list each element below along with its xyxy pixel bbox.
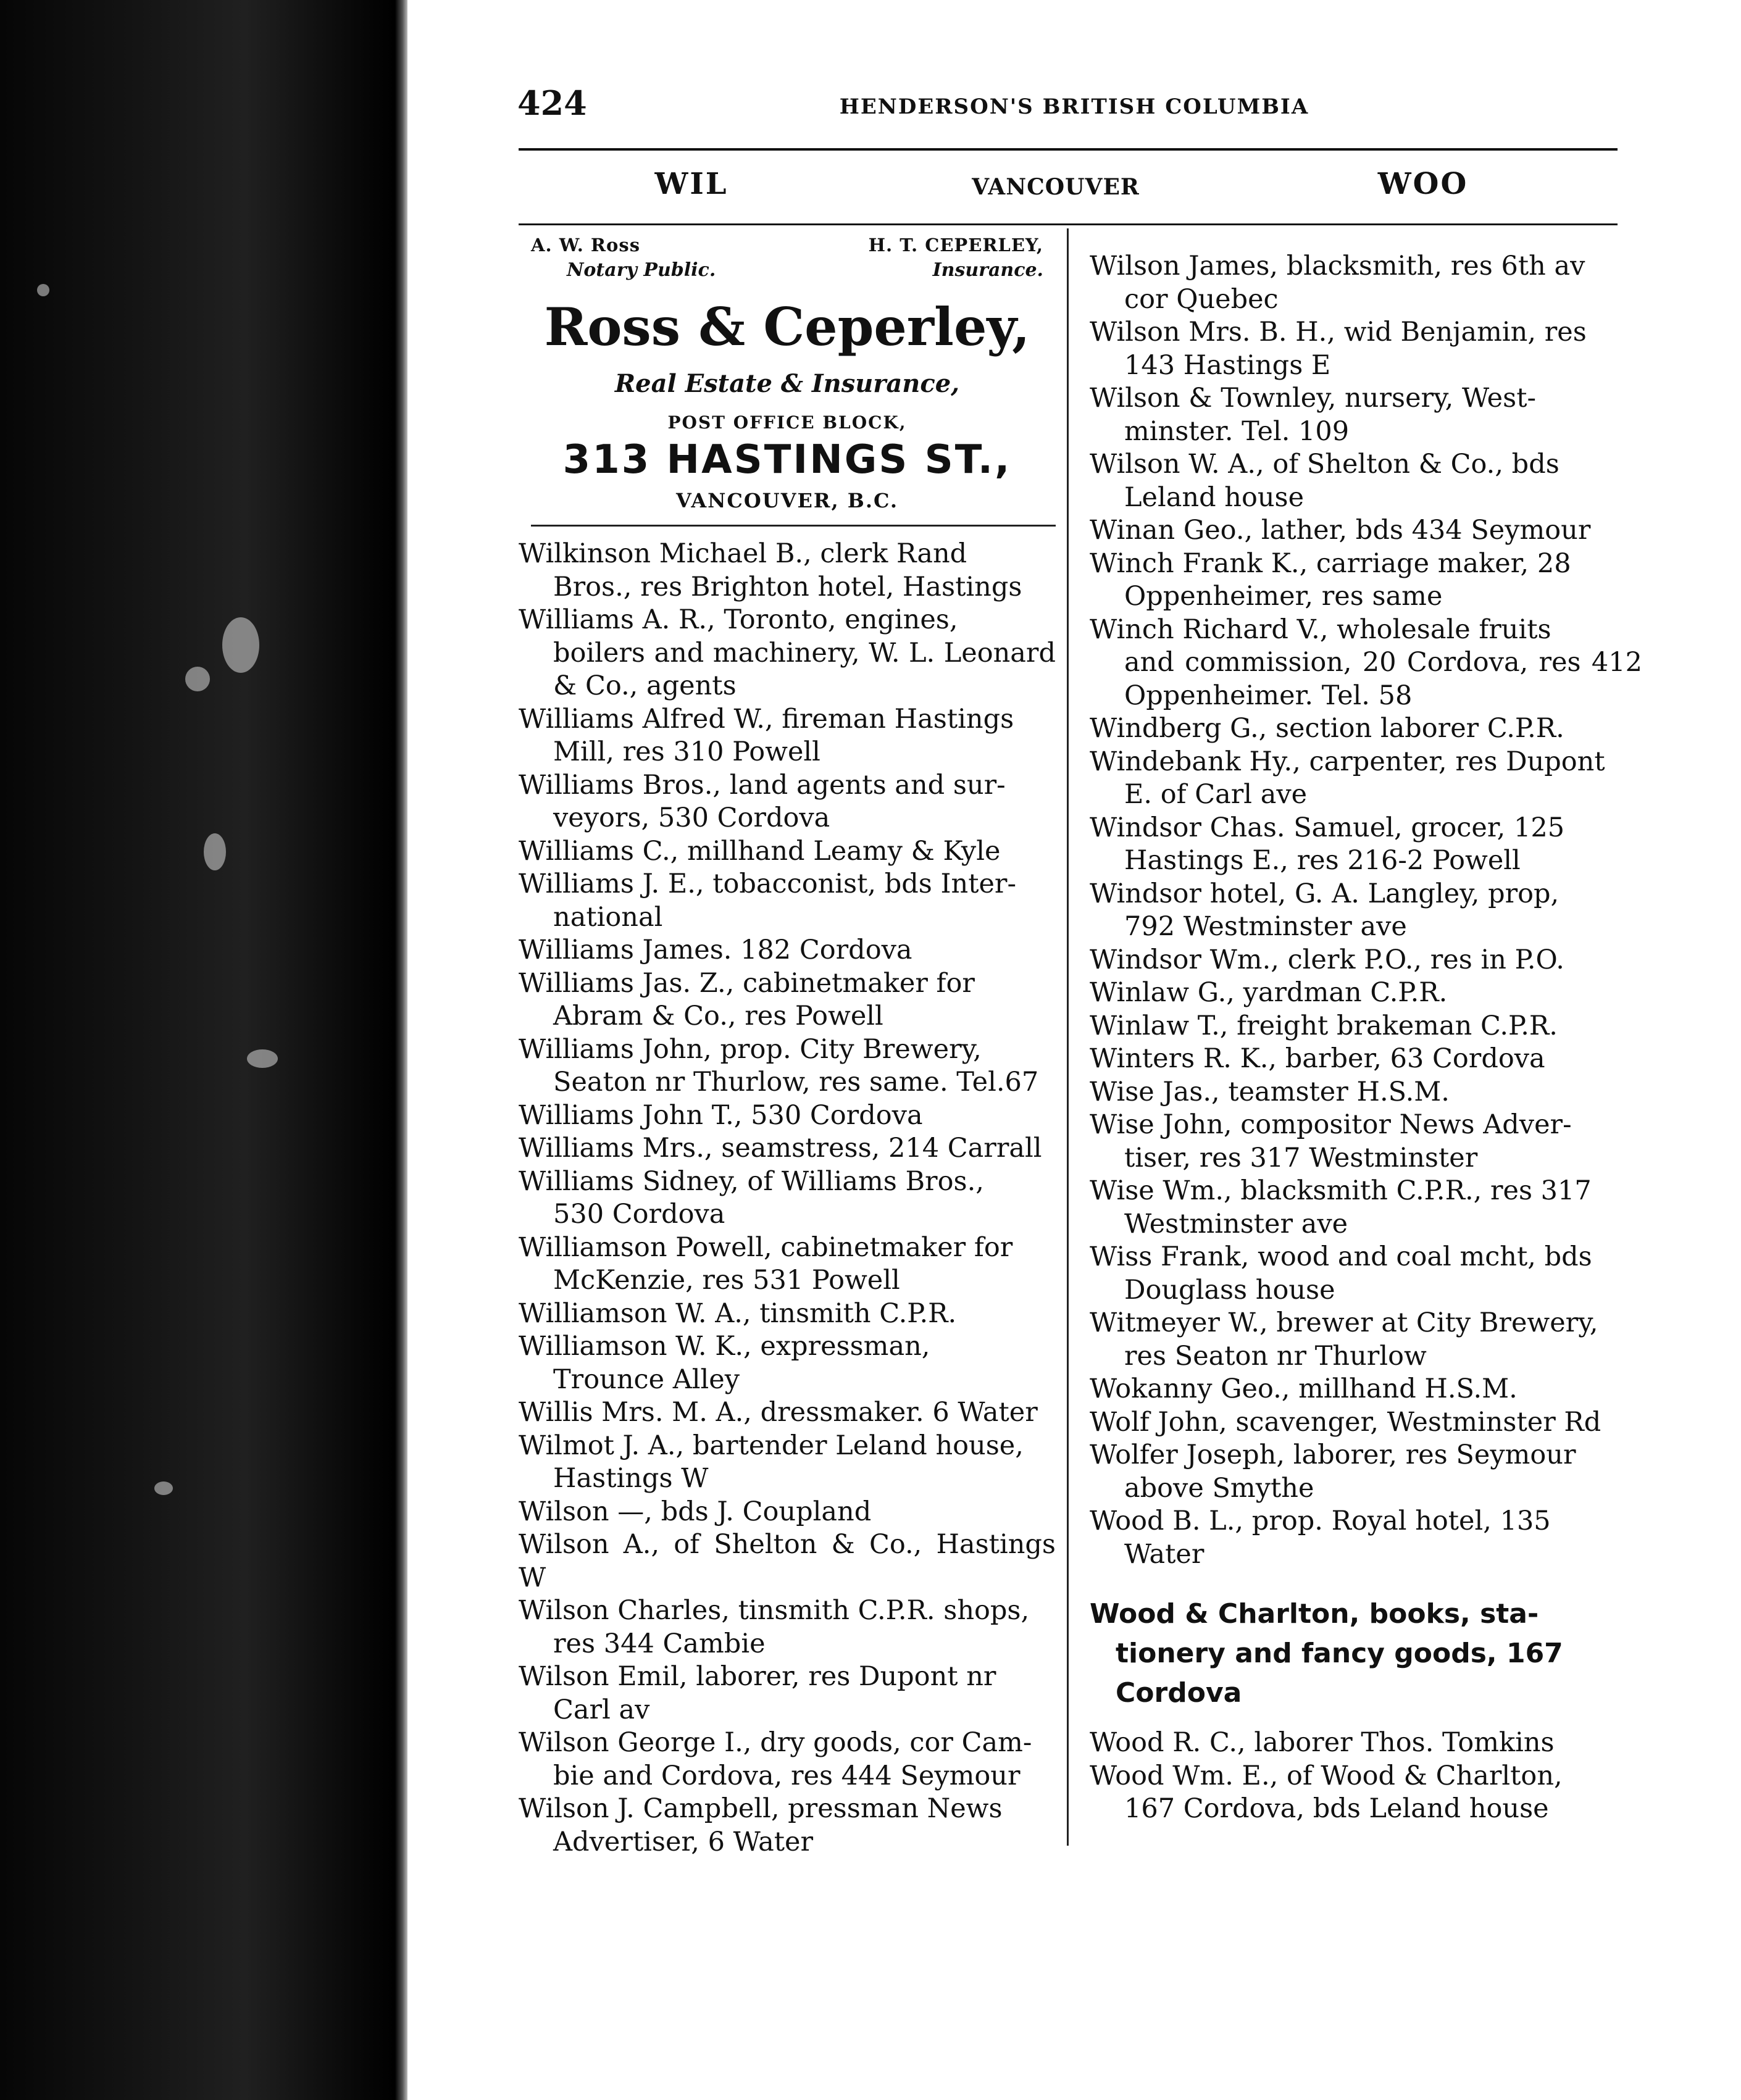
directory-page [407, 0, 1741, 2100]
column-divider [1067, 228, 1069, 1846]
binding-speck [37, 284, 49, 296]
directory-entry: Windebank Hy., carpenter, res Dupont E. of Carl ave [1090, 746, 1605, 810]
ad-title-left: Notary Public. [567, 259, 716, 281]
directory-entry: Winlaw G., yardman C.P.R. [1090, 977, 1448, 1008]
directory-entry: Winan Geo., lather, bds 434 Seymour [1090, 515, 1591, 546]
directory-entry: Wood B. L., prop. Royal hotel, 135 Water [1090, 1506, 1551, 1570]
ad-firm-name: Ross & Ceperley, [544, 296, 1030, 357]
directory-entry: Winch Frank K., carriage maker, 28 Oppenheimer, res same [1090, 548, 1571, 612]
binding-speck [222, 617, 259, 673]
directory-entry: Wise John, compositor News Adver- tiser, res 317 Westminster [1090, 1109, 1572, 1173]
directory-entry: Wilson & Townley, nursery, West- minster. Tel. 109 [1090, 383, 1537, 447]
ad-name-right: H. T. CEPERLEY, [868, 235, 1043, 256]
page-number: 424 [517, 83, 587, 123]
directory-entry: Wood R. C., laborer Thos. Tomkins [1090, 1727, 1555, 1758]
directory-entry: Williams James. 182 Cordova [519, 935, 912, 965]
directory-entry: Windsor Chas. Samuel, grocer, 125 Hastings E., res 216-2 Powell [1090, 812, 1565, 876]
section-heads [519, 167, 1599, 210]
directory-entry: Williams John T., 530 Cordova [519, 1099, 923, 1131]
left-entries [519, 538, 1056, 1859]
directory-entry: Wilson James, blacksmith, res 6th av cor Quebec [1090, 251, 1585, 315]
directory-entry: Wiss Frank, wood and coal mcht, bds Douglass house [1090, 1241, 1592, 1306]
ad-rule [531, 525, 1056, 527]
directory-entry: Wilmot J. A., bartender Leland house, Hastings W [519, 1430, 1024, 1494]
directory-entry: Williams Alfred W., fireman Hastings Mill, res 310 Powell [519, 703, 1014, 767]
running-head [407, 83, 1741, 133]
heads-rule [519, 223, 1618, 225]
directory-entry: Wilson George I., dry goods, cor Cam- bie and Cordova, res 444 Seymour [519, 1727, 1032, 1791]
directory-entry: Williams John, prop. City Brewery, Seaton nr Thurlow, res same. Tel.67 [519, 1033, 1039, 1098]
wood-charlton-bold-entry: Wood & Charlton, books, sta- tionery and fancy goods, 167 Cordova [1090, 1598, 1563, 1709]
directory-entry: Williams Sidney, of Williams Bros., 530 Cordova [519, 1165, 984, 1230]
directory-entry: Witmeyer W., brewer at City Brewery, res Seaton nr Thurlow [1090, 1307, 1598, 1372]
directory-entry: Wise Jas., teamster H.S.M. [1090, 1076, 1450, 1107]
directory-entry: Wilson —, bds J. Coupland [519, 1496, 872, 1527]
directory-entry: Wilson A., of Shelton & Co., Hastings W [519, 1529, 1056, 1593]
city-head: VANCOUVER [972, 174, 1140, 200]
directory-entry: Wilson Charles, tinsmith C.P.R. shops, res 344 Cambie [519, 1595, 1030, 1659]
binding-speck [154, 1481, 173, 1495]
top-rule [519, 148, 1618, 151]
directory-entry: Williams C., millhand Leamy & Kyle [519, 835, 1001, 867]
ross-ceperley-advertisement [519, 235, 1056, 525]
ad-name-left: A. W. Ross [531, 235, 641, 256]
directory-entry: Wood Wm. E., of Wood & Charlton, 167 Cordova, bds Leland house [1090, 1760, 1563, 1824]
directory-entry: Wilson Emil, laborer, res Dupont nr Carl av [519, 1661, 996, 1725]
directory-entry: Williamson W. A., tinsmith C.P.R. [519, 1298, 957, 1329]
directory-entry: Williams J. E., tobacconist, bds Inter- national [519, 869, 1017, 933]
directory-entry: Windsor Wm., clerk P.O., res in P.O. [1090, 944, 1564, 975]
ad-trade: Real Estate & Insurance, [614, 369, 960, 398]
directory-entry: Williamson W. K., expressman, Trounce Alley [519, 1331, 930, 1395]
directory-entry: Wolf John, scavenger, Westminster Rd [1090, 1406, 1601, 1438]
directory-entry: Wokanny Geo., millhand H.S.M. [1090, 1373, 1518, 1404]
ad-title-right: Insurance. [932, 259, 1043, 281]
directory-entry: Wise Wm., blacksmith C.P.R., res 317 Westminster ave [1090, 1175, 1592, 1240]
binding-speck [247, 1049, 278, 1068]
directory-entry: Winch Richard V., wholesale fruits and commission, 20 Cordova, res 412 Oppenheimer. Tel. 58 [1090, 614, 1642, 711]
ad-block: POST OFFICE BLOCK, [667, 412, 907, 433]
directory-entry: Windsor hotel, G. A. Langley, prop, 792 Westminster ave [1090, 878, 1559, 942]
binding-speck [185, 667, 210, 691]
directory-entry: Williams Jas. Z., cabinetmaker for Abram & Co., res Powell [519, 967, 975, 1031]
left-column [519, 235, 1056, 1859]
directory-entry: Willis Mrs. M. A., dressmaker. 6 Water [519, 1397, 1038, 1428]
directory-entry: Williams Mrs., seamstress, 214 Carrall [519, 1133, 1042, 1164]
right-section-head: WOO [1377, 167, 1469, 201]
directory-entry: Wilkinson Michael B., clerk Rand Bros., res Brighton hotel, Hastings [519, 538, 1022, 602]
directory-entry: Wilson J. Campbell, pressman News Advertiser, 6 Water [519, 1793, 1003, 1857]
directory-entry: Winlaw T., freight brakeman C.P.R. [1090, 1010, 1558, 1041]
right-column [1090, 250, 1642, 1826]
directory-entry: Williams Bros., land agents and sur- veyors, 530 Cordova [519, 769, 1006, 833]
ad-street: 313 HASTINGS ST., [562, 437, 1012, 483]
directory-entry: Windberg G., section laborer C.P.R. [1090, 713, 1564, 744]
running-title: HENDERSON'S BRITISH COLUMBIA [839, 94, 1309, 119]
directory-entry: Wilson W. A., of Shelton & Co., bds Leland house [1090, 449, 1559, 513]
ad-city: VANCOUVER, B.C. [676, 489, 898, 512]
directory-entry: Winters R. K., barber, 63 Cordova [1090, 1043, 1545, 1074]
directory-entry: Wilson Mrs. B. H., wid Benjamin, res 143 Hastings E [1090, 317, 1587, 381]
directory-entry: Wolfer Joseph, laborer, res Seymour above Smythe [1090, 1440, 1576, 1504]
left-section-head: WIL [654, 167, 729, 201]
directory-entry: Williamson Powell, cabinetmaker for McKenzie, res 531 Powell [519, 1231, 1013, 1296]
ad-names [519, 235, 1056, 281]
directory-entry: Williams A. R., Toronto, engines, boilers and machinery, W. L. Leonard & Co., agents [519, 604, 1056, 701]
page-gutter [395, 0, 407, 2100]
binding-speck [204, 833, 226, 870]
book-binding-strip [0, 0, 395, 2100]
